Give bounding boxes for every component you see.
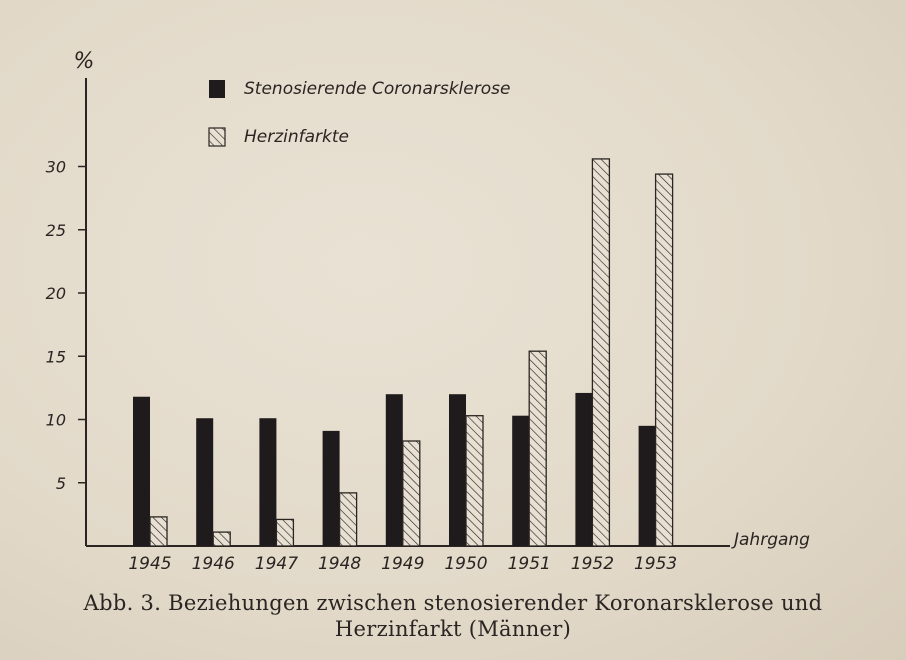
x-tick-label: 1946 bbox=[191, 554, 235, 574]
x-tick-label: 1949 bbox=[381, 554, 425, 574]
caption-line-1: Abb. 3. Beziehungen zwischen stenosierender Koronarsklerose und bbox=[83, 591, 823, 615]
bar-coronarsklerose-1947 bbox=[259, 418, 276, 546]
bar-herzinfarkte-1946 bbox=[213, 532, 230, 546]
x-tick-label: 1951 bbox=[507, 554, 551, 574]
x-tick-label: 1947 bbox=[254, 554, 299, 574]
bar-coronarsklerose-1948 bbox=[323, 431, 340, 546]
bar-herzinfarkte-1951 bbox=[529, 351, 546, 546]
bar-coronarsklerose-1951 bbox=[512, 416, 529, 546]
bar-herzinfarkte-1945 bbox=[150, 517, 167, 546]
bar-herzinfarkte-1952 bbox=[592, 159, 609, 546]
x-tick-label: 1950 bbox=[444, 554, 488, 574]
legend bbox=[209, 79, 510, 147]
bar-herzinfarkte-1947 bbox=[276, 519, 293, 546]
bar-coronarsklerose-1950 bbox=[449, 394, 466, 546]
x-tick-label: 1952 bbox=[570, 554, 615, 574]
bar-coronarsklerose-1952 bbox=[575, 393, 592, 546]
bar-herzinfarkte-1950 bbox=[466, 416, 483, 546]
y-tick-label: 25 bbox=[45, 220, 66, 240]
y-tick-label: 5 bbox=[55, 473, 66, 493]
bar-herzinfarkte-1948 bbox=[340, 493, 357, 546]
legend-swatch-herzinfarkte bbox=[209, 128, 225, 146]
figure-caption bbox=[0, 590, 906, 642]
bar-coronarsklerose-1946 bbox=[196, 418, 213, 546]
bar-coronarsklerose-1949 bbox=[386, 394, 403, 546]
x-tick-label: 1948 bbox=[317, 554, 362, 574]
legend-label-coronarsklerose: Stenosierende Coronarsklerose bbox=[244, 79, 511, 99]
bars bbox=[133, 159, 673, 546]
x-tick-label: 1945 bbox=[128, 554, 172, 574]
y-tick-label: 20 bbox=[45, 284, 66, 303]
y-tick-label: 15 bbox=[45, 347, 66, 367]
legend-swatch-coronarsklerose bbox=[209, 80, 225, 98]
x-axis-label: Jahrgang bbox=[734, 530, 810, 550]
y-tick-label: 30 bbox=[45, 157, 66, 177]
y-ticks bbox=[46, 158, 86, 493]
legend-label-herzinfarkte: Herzinfarkte bbox=[244, 127, 350, 147]
bar-coronarsklerose-1945 bbox=[133, 397, 150, 546]
x-tick-label: 1953 bbox=[633, 554, 678, 574]
caption-line-2: Herzinfarkt (Männer) bbox=[334, 617, 572, 641]
y-unit-label: % bbox=[73, 49, 95, 74]
bar-herzinfarkte-1949 bbox=[403, 441, 420, 546]
bar-coronarsklerose-1953 bbox=[639, 426, 656, 546]
bar-herzinfarkte-1953 bbox=[656, 174, 673, 546]
x-ticks bbox=[128, 554, 677, 574]
y-tick-label: 10 bbox=[45, 410, 66, 430]
